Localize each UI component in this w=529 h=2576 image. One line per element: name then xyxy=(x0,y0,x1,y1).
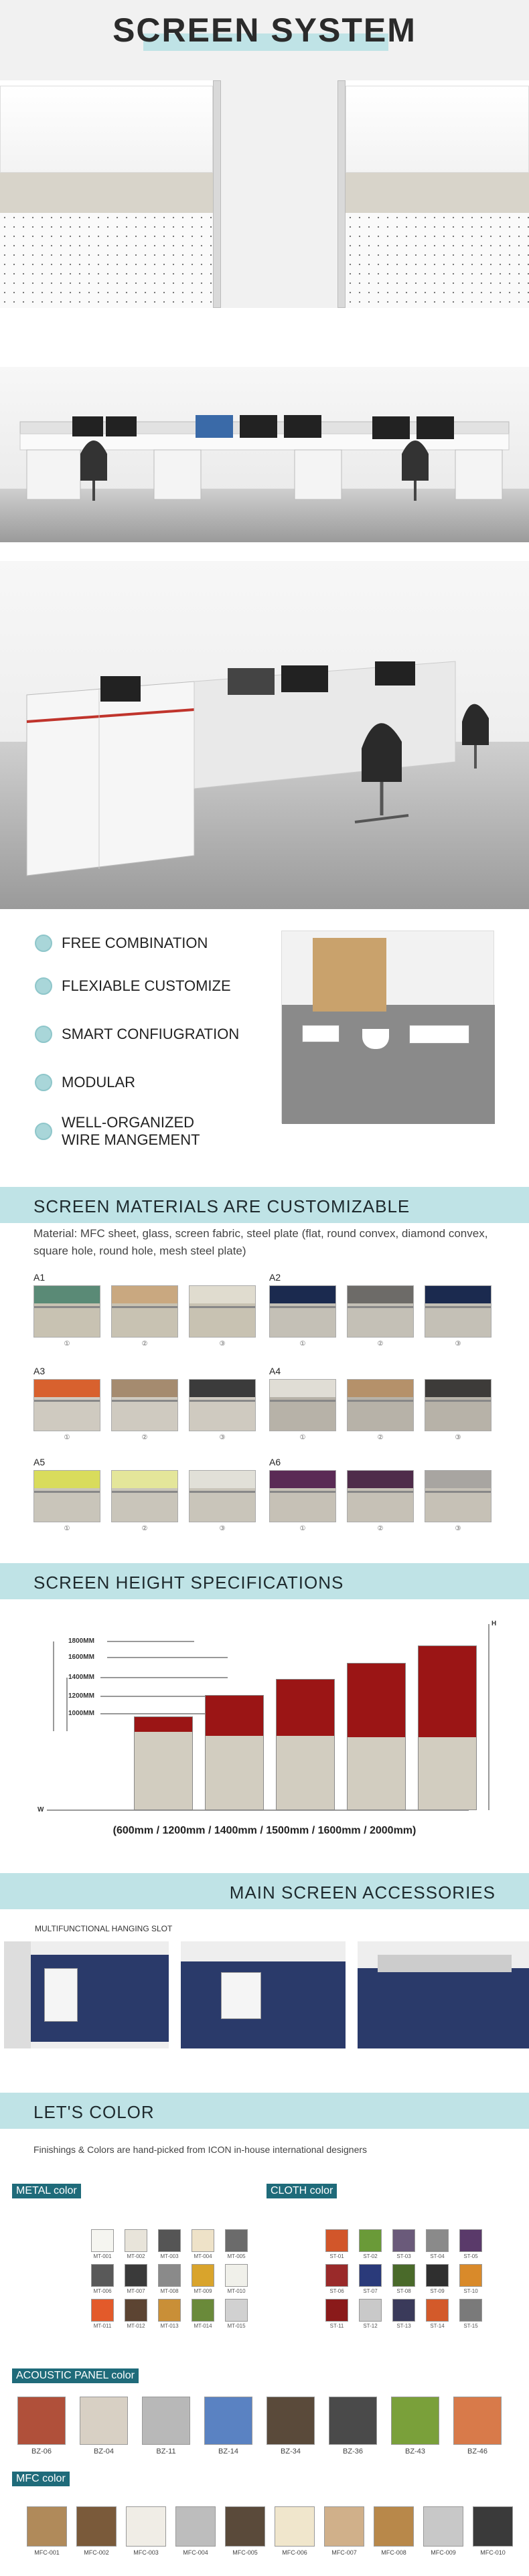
height-sample-3 xyxy=(276,1679,335,1810)
swatch-top-band xyxy=(425,1286,491,1303)
swatch-top-band xyxy=(190,1380,255,1397)
cloth-chip xyxy=(325,2229,348,2252)
color-description: Finishings & Colors are hand-picked from ICON in-house international designers xyxy=(33,2144,368,2155)
feature-item: MODULAR xyxy=(35,1074,135,1091)
mfc-color-label: MFC color xyxy=(12,2472,70,2486)
accessory-photo-2 xyxy=(181,1941,346,2048)
cloth-chip-code: ST-08 xyxy=(396,2288,411,2294)
metal-chip xyxy=(158,2264,181,2287)
bullet-icon xyxy=(35,935,52,952)
material-swatch xyxy=(347,1379,414,1431)
swatch-divider xyxy=(270,1400,335,1402)
cloth-chip-code: ST-02 xyxy=(363,2253,378,2259)
swatch-divider xyxy=(112,1400,177,1402)
height-sample-4 xyxy=(347,1663,406,1810)
office-photo-2 xyxy=(0,561,529,909)
mfc-chip-code: MFC-006 xyxy=(282,2549,307,2556)
color-header: LET'S COLOR xyxy=(0,2093,529,2129)
metal-chip xyxy=(192,2299,214,2322)
swatch-caption: ② xyxy=(141,1340,148,1348)
mfc-chip xyxy=(275,2506,315,2547)
material-swatch xyxy=(347,1470,414,1522)
swatch-divider xyxy=(190,1491,255,1493)
swatch-caption: ② xyxy=(377,1434,384,1441)
cloth-chip-code: ST-13 xyxy=(396,2323,411,2329)
cloth-chip-code: ST-04 xyxy=(430,2253,445,2259)
acoustic-chip-code: BZ-46 xyxy=(467,2447,487,2456)
metal-chip xyxy=(125,2229,147,2252)
swatch-top-band xyxy=(190,1471,255,1488)
acoustic-chip xyxy=(142,2397,190,2445)
swatch-caption: ① xyxy=(299,1340,306,1348)
mfc-chip xyxy=(473,2506,513,2547)
cloth-chip xyxy=(459,2229,482,2252)
mfc-chip-code: MFC-002 xyxy=(84,2549,109,2556)
acoustic-chip-code: BZ-43 xyxy=(405,2447,425,2456)
metal-chip-code: MT-012 xyxy=(127,2323,145,2329)
workstation-illustration-2 xyxy=(0,561,529,909)
swatch-top-band xyxy=(190,1286,255,1303)
cloth-chip-code: ST-09 xyxy=(430,2288,445,2294)
metal-chip-code: MT-007 xyxy=(127,2288,145,2294)
metal-chip-code: MT-004 xyxy=(194,2253,212,2259)
cloth-chip-code: ST-11 xyxy=(329,2323,344,2329)
acoustic-chip-code: BZ-04 xyxy=(94,2447,114,2456)
swatch-top-band xyxy=(425,1471,491,1488)
swatch-top-band xyxy=(348,1471,413,1488)
swatch-divider xyxy=(34,1491,100,1493)
mfc-chip-code: MFC-005 xyxy=(232,2549,258,2556)
mfc-chip xyxy=(374,2506,414,2547)
mfc-chip-code: MFC-004 xyxy=(183,2549,208,2556)
metal-chip-code: MT-001 xyxy=(93,2253,112,2259)
metal-chip-code: MT-015 xyxy=(227,2323,246,2329)
height-diagram: 1800MM 1600MM 1400MM 1200MM 1000MM H W (600mm / 1200mm / 1400mm / 1500mm / 1600mm / 2000mm) xyxy=(27,1613,502,1861)
cloth-chip xyxy=(392,2299,415,2322)
height-sample-5 xyxy=(418,1645,477,1810)
bullet-icon xyxy=(35,1123,52,1140)
acoustic-chip-code: BZ-06 xyxy=(31,2447,52,2456)
swatch-top-band xyxy=(112,1286,177,1303)
accessory-photo xyxy=(281,931,494,1123)
metal-chip xyxy=(158,2299,181,2322)
material-swatch xyxy=(111,1470,178,1522)
swatch-divider xyxy=(190,1306,255,1308)
metal-chip-code: MT-008 xyxy=(160,2288,179,2294)
swatch-divider xyxy=(34,1306,100,1308)
swatch-caption: ③ xyxy=(219,1340,226,1348)
mfc-chip xyxy=(225,2506,265,2547)
height-sample-1 xyxy=(134,1716,193,1810)
acoustic-chip-code: BZ-36 xyxy=(343,2447,363,2456)
workstation-illustration-1 xyxy=(0,367,529,542)
material-group-label: A2 xyxy=(269,1272,281,1283)
material-group-label: A3 xyxy=(33,1366,46,1376)
bullet-icon xyxy=(35,1026,52,1043)
material-swatch xyxy=(189,1285,256,1338)
swatch-caption: ③ xyxy=(219,1525,226,1532)
material-group-label: A6 xyxy=(269,1457,281,1467)
cloth-chip-code: ST-10 xyxy=(463,2288,478,2294)
cloth-chip xyxy=(392,2264,415,2287)
metal-chip-code: MT-011 xyxy=(93,2323,112,2329)
metal-chip xyxy=(225,2229,248,2252)
screen-panel-left xyxy=(0,80,221,308)
metal-chip-code: MT-013 xyxy=(160,2323,179,2329)
cloth-chip xyxy=(426,2229,449,2252)
height-note: (600mm / 1200mm / 1400mm / 1500mm / 1600mm / 2000mm) xyxy=(112,1825,417,1836)
mfc-chip-code: MFC-009 xyxy=(431,2549,456,2556)
material-swatch xyxy=(347,1285,414,1338)
acoustic-chip-code: BZ-34 xyxy=(281,2447,301,2456)
acoustic-color-label: ACOUSTIC PANEL color xyxy=(12,2368,139,2383)
feature-item: SMART CONFIUGRATION xyxy=(35,1026,239,1043)
swatch-caption: ① xyxy=(64,1340,70,1348)
heights-header: SCREEN HEIGHT SPECIFICATIONS xyxy=(0,1563,529,1599)
metal-chip-code: MT-014 xyxy=(194,2323,212,2329)
cloth-chip-code: ST-15 xyxy=(463,2323,478,2329)
material-swatch xyxy=(33,1379,100,1431)
swatch-divider xyxy=(190,1400,255,1402)
acoustic-chip xyxy=(391,2397,439,2445)
swatch-top-band xyxy=(425,1380,491,1397)
swatch-top-band xyxy=(34,1286,100,1303)
material-group-label: A4 xyxy=(269,1366,281,1376)
material-swatch xyxy=(425,1470,492,1522)
material-swatch xyxy=(269,1470,336,1522)
acoustic-chip xyxy=(329,2397,377,2445)
metal-chip-code: MT-010 xyxy=(227,2288,246,2294)
accessory-photo-3 xyxy=(358,1941,529,2048)
material-swatch xyxy=(269,1285,336,1338)
bullet-icon xyxy=(35,977,52,995)
swatch-top-band xyxy=(112,1380,177,1397)
cloth-chip-code: ST-01 xyxy=(329,2253,344,2259)
office-photo-1 xyxy=(0,367,529,542)
mfc-chip xyxy=(126,2506,166,2547)
materials-header: SCREEN MATERIALS ARE CUSTOMIZABLE xyxy=(0,1187,529,1223)
swatch-top-band xyxy=(348,1286,413,1303)
material-group-label: A5 xyxy=(33,1457,46,1467)
acoustic-chip-code: BZ-11 xyxy=(156,2447,176,2456)
swatch-caption: ② xyxy=(377,1340,384,1348)
swatch-caption: ③ xyxy=(455,1340,461,1348)
metal-chip xyxy=(91,2229,114,2252)
swatch-caption: ③ xyxy=(455,1525,461,1532)
material-swatch xyxy=(33,1285,100,1338)
material-swatch xyxy=(269,1379,336,1431)
materials-description: Material: MFC sheet, glass, screen fabric, steel plate (flat, round convex, diamond convex, square hole, round hole, mesh steel plate) xyxy=(33,1227,488,1257)
metal-chip xyxy=(225,2299,248,2322)
swatch-top-band xyxy=(34,1380,100,1397)
acoustic-chip xyxy=(17,2397,66,2445)
acoustic-chip xyxy=(453,2397,502,2445)
feature-item: FLEXIABLE CUSTOMIZE xyxy=(35,977,231,995)
hero-section xyxy=(0,0,529,308)
swatch-top-band xyxy=(34,1471,100,1488)
swatch-divider xyxy=(112,1306,177,1308)
metal-chip xyxy=(192,2229,214,2252)
material-swatch xyxy=(111,1285,178,1338)
cloth-chip xyxy=(359,2229,382,2252)
cloth-chip-code: ST-14 xyxy=(430,2323,445,2329)
metal-chip xyxy=(91,2299,114,2322)
swatch-divider xyxy=(348,1306,413,1308)
page-title: SCREEN SYSTEM xyxy=(112,11,417,49)
metal-chip-code: MT-006 xyxy=(93,2288,112,2294)
cloth-chip-code: ST-03 xyxy=(396,2253,411,2259)
swatch-top-band xyxy=(270,1380,335,1397)
swatch-divider xyxy=(425,1400,491,1402)
swatch-divider xyxy=(112,1491,177,1493)
cloth-chip xyxy=(459,2299,482,2322)
cloth-chip xyxy=(359,2299,382,2322)
feature-item: WELL-ORGANIZED WIRE MANGEMENT xyxy=(35,1114,200,1149)
metal-chip xyxy=(91,2264,114,2287)
metal-chip xyxy=(125,2299,147,2322)
acoustic-chip-code: BZ-14 xyxy=(218,2447,238,2456)
swatch-caption: ① xyxy=(64,1525,70,1532)
material-group-label: A1 xyxy=(33,1272,46,1283)
mfc-chip xyxy=(27,2506,67,2547)
swatch-top-band xyxy=(348,1380,413,1397)
metal-chip-code: MT-009 xyxy=(194,2288,212,2294)
accessories-header: MAIN SCREEN ACCESSORIES xyxy=(0,1873,529,1909)
mfc-chip-code: MFC-007 xyxy=(331,2549,357,2556)
material-swatch xyxy=(425,1379,492,1431)
cloth-chip xyxy=(325,2299,348,2322)
mfc-chip-code: MFC-003 xyxy=(133,2549,159,2556)
mfc-chip-code: MFC-008 xyxy=(381,2549,406,2556)
bullet-icon xyxy=(35,1074,52,1091)
swatch-caption: ① xyxy=(299,1525,306,1532)
swatch-caption: ② xyxy=(377,1525,384,1532)
swatch-divider xyxy=(270,1306,335,1308)
cloth-chip xyxy=(426,2264,449,2287)
accessory-photo-1 xyxy=(4,1941,169,2048)
screen-panel-right xyxy=(337,80,529,308)
cloth-chip-code: ST-07 xyxy=(363,2288,378,2294)
height-sample-2 xyxy=(205,1695,264,1810)
acoustic-chip xyxy=(267,2397,315,2445)
accessory-caption: MULTIFUNCTIONAL HANGING SLOT xyxy=(35,1924,173,1933)
swatch-divider xyxy=(270,1491,335,1493)
swatch-divider xyxy=(425,1306,491,1308)
cloth-chip xyxy=(426,2299,449,2322)
metal-color-label: METAL color xyxy=(12,2184,81,2198)
swatch-caption: ① xyxy=(64,1434,70,1441)
mfc-chip xyxy=(175,2506,216,2547)
swatch-caption: ③ xyxy=(455,1434,461,1441)
acoustic-chip xyxy=(204,2397,252,2445)
features-section xyxy=(0,916,529,1158)
metal-chip xyxy=(125,2264,147,2287)
swatch-caption: ③ xyxy=(219,1434,226,1441)
swatch-caption: ① xyxy=(299,1434,306,1441)
cloth-chip xyxy=(325,2264,348,2287)
swatch-divider xyxy=(348,1400,413,1402)
metal-chip-code: MT-002 xyxy=(127,2253,145,2259)
swatch-divider xyxy=(348,1491,413,1493)
cloth-chip xyxy=(359,2264,382,2287)
cloth-chip xyxy=(459,2264,482,2287)
metal-chip-code: MT-005 xyxy=(227,2253,246,2259)
acoustic-chip xyxy=(80,2397,128,2445)
swatch-caption: ② xyxy=(141,1434,148,1441)
mfc-chip-code: MFC-010 xyxy=(480,2549,506,2556)
swatch-top-band xyxy=(112,1471,177,1488)
metal-chip-code: MT-003 xyxy=(160,2253,179,2259)
cloth-chip-code: ST-05 xyxy=(463,2253,478,2259)
swatch-top-band xyxy=(270,1286,335,1303)
cloth-chip xyxy=(392,2229,415,2252)
material-swatch xyxy=(425,1285,492,1338)
feature-item: FREE COMBINATION xyxy=(35,935,208,952)
mfc-chip-code: MFC-001 xyxy=(34,2549,60,2556)
material-swatch xyxy=(33,1470,100,1522)
material-swatch xyxy=(189,1470,256,1522)
mfc-chip xyxy=(76,2506,117,2547)
swatch-caption: ② xyxy=(141,1525,148,1532)
metal-chip xyxy=(225,2264,248,2287)
swatch-divider xyxy=(34,1400,100,1402)
material-swatch xyxy=(189,1379,256,1431)
cloth-chip-code: ST-12 xyxy=(363,2323,378,2329)
mfc-chip xyxy=(423,2506,463,2547)
swatch-divider xyxy=(425,1491,491,1493)
metal-chip xyxy=(158,2229,181,2252)
metal-chip xyxy=(192,2264,214,2287)
mfc-chip xyxy=(324,2506,364,2547)
material-swatch xyxy=(111,1379,178,1431)
cloth-chip-code: ST-06 xyxy=(329,2288,344,2294)
cloth-color-label: CLOTH color xyxy=(267,2184,337,2198)
swatch-top-band xyxy=(270,1471,335,1488)
